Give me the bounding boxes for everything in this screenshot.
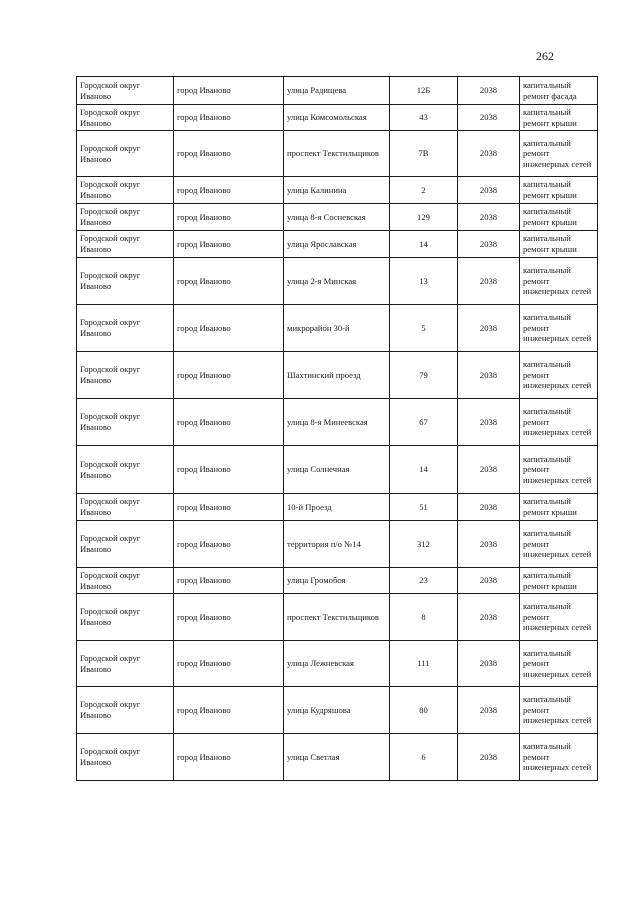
work-type-cell: капитальный ремонт фасада [520,77,598,105]
work-type-cell: капитальный ремонт крыши [520,204,598,231]
settlement-cell: город Иваново [174,231,284,258]
municipality-cell: Городской округ Иваново [77,177,174,204]
table-row [77,177,598,204]
settlement-cell: город Иваново [174,258,284,305]
year-cell: 2038 [458,594,520,641]
municipality-cell: Городской округ Иваново [77,352,174,399]
settlement-cell: город Иваново [174,568,284,594]
work-type-cell: капитальный ремонт инженерных сетей [520,521,598,568]
municipality-cell: Городской округ Иваново [77,641,174,687]
settlement-cell: город Иваново [174,734,284,781]
house-number-cell: 8 [390,594,458,641]
municipality-cell: Городской округ Иваново [77,204,174,231]
work-type-cell: капитальный ремонт крыши [520,105,598,131]
street-cell: территория п/о №14 [284,521,390,568]
year-cell: 2038 [458,641,520,687]
table-row [77,446,598,494]
work-type-cell: капитальный ремонт инженерных сетей [520,305,598,352]
municipality-cell: Городской округ Иваново [77,446,174,494]
street-cell: 10-й Проезд [284,494,390,521]
work-type-cell: капитальный ремонт крыши [520,568,598,594]
municipality-cell: Городской округ Иваново [77,105,174,131]
table-row [77,105,598,131]
year-cell: 2038 [458,131,520,177]
house-number-cell: 67 [390,399,458,446]
street-cell: улица Комсомольская [284,105,390,131]
municipality-cell: Городской округ Иваново [77,521,174,568]
street-cell: улица Громобоя [284,568,390,594]
house-number-cell: 129 [390,204,458,231]
municipality-cell: Городской округ Иваново [77,305,174,352]
street-cell: проспект Текстильщиков [284,131,390,177]
work-type-cell: капитальный ремонт инженерных сетей [520,352,598,399]
settlement-cell: город Иваново [174,594,284,641]
settlement-cell: город Иваново [174,204,284,231]
house-number-cell: 2 [390,177,458,204]
house-number-cell: 51 [390,494,458,521]
street-cell: Шахтинский проезд [284,352,390,399]
municipality-cell: Городской округ Иваново [77,131,174,177]
year-cell: 2038 [458,177,520,204]
house-number-cell: 80 [390,687,458,734]
municipality-cell: Городской округ Иваново [77,734,174,781]
house-number-cell: 7В [390,131,458,177]
street-cell: улица 8-я Сосневская [284,204,390,231]
street-cell: улица 2-я Минская [284,258,390,305]
settlement-cell: город Иваново [174,687,284,734]
year-cell: 2038 [458,521,520,568]
municipality-cell: Городской округ Иваново [77,594,174,641]
settlement-cell: город Иваново [174,131,284,177]
table-row [77,568,598,594]
year-cell: 2038 [458,305,520,352]
year-cell: 2038 [458,687,520,734]
table-row [77,399,598,446]
year-cell: 2038 [458,494,520,521]
settlement-cell: город Иваново [174,352,284,399]
settlement-cell: город Иваново [174,77,284,105]
street-cell: микрорайон 30-й [284,305,390,352]
settlement-cell: город Иваново [174,305,284,352]
work-type-cell: капитальный ремонт инженерных сетей [520,594,598,641]
work-type-cell: капитальный ремонт крыши [520,177,598,204]
settlement-cell: город Иваново [174,105,284,131]
year-cell: 2038 [458,258,520,305]
municipality-cell: Городской округ Иваново [77,231,174,258]
table-row [77,131,598,177]
house-number-cell: 23 [390,568,458,594]
table-row [77,521,598,568]
municipality-cell: Городской округ Иваново [77,399,174,446]
year-cell: 2038 [458,568,520,594]
table-row [77,258,598,305]
street-cell: улица Ярославская [284,231,390,258]
page-number: 262 [536,49,554,63]
house-number-cell: 5 [390,305,458,352]
settlement-cell: город Иваново [174,494,284,521]
year-cell: 2038 [458,352,520,399]
house-number-cell: 79 [390,352,458,399]
table-row [77,231,598,258]
house-number-cell: 312 [390,521,458,568]
house-number-cell: 14 [390,231,458,258]
table-body [77,77,598,781]
table-row [77,305,598,352]
municipality-cell: Городской округ Иваново [77,687,174,734]
street-cell: улица Солнечная [284,446,390,494]
table-row [77,77,598,105]
street-cell: улица 8-я Минеевская [284,399,390,446]
municipality-cell: Городской округ Иваново [77,258,174,305]
street-cell: улица Светлая [284,734,390,781]
year-cell: 2038 [458,399,520,446]
table-row [77,734,598,781]
house-number-cell: 14 [390,446,458,494]
street-cell: улица Калинина [284,177,390,204]
municipality-cell: Городской округ Иваново [77,494,174,521]
street-cell: улица Кудряшова [284,687,390,734]
settlement-cell: город Иваново [174,641,284,687]
house-number-cell: 43 [390,105,458,131]
table-row [77,687,598,734]
year-cell: 2038 [458,204,520,231]
work-type-cell: капитальный ремонт крыши [520,231,598,258]
table-row [77,641,598,687]
work-type-cell: капитальный ремонт инженерных сетей [520,399,598,446]
work-type-cell: капитальный ремонт инженерных сетей [520,641,598,687]
settlement-cell: город Иваново [174,177,284,204]
street-cell: проспект Текстильщиков [284,594,390,641]
house-number-cell: 12Б [390,77,458,105]
work-type-cell: капитальный ремонт крыши [520,494,598,521]
house-number-cell: 111 [390,641,458,687]
table-row [77,494,598,521]
settlement-cell: город Иваново [174,399,284,446]
work-type-cell: капитальный ремонт инженерных сетей [520,131,598,177]
work-type-cell: капитальный ремонт инженерных сетей [520,258,598,305]
house-number-cell: 13 [390,258,458,305]
work-type-cell: капитальный ремонт инженерных сетей [520,734,598,781]
work-type-cell: капитальный ремонт инженерных сетей [520,687,598,734]
house-number-cell: 6 [390,734,458,781]
settlement-cell: город Иваново [174,446,284,494]
year-cell: 2038 [458,77,520,105]
year-cell: 2038 [458,231,520,258]
table-row [77,352,598,399]
year-cell: 2038 [458,446,520,494]
street-cell: улица Лежневская [284,641,390,687]
table-row [77,204,598,231]
settlement-cell: город Иваново [174,521,284,568]
street-cell: улица Радищева [284,77,390,105]
year-cell: 2038 [458,734,520,781]
municipality-cell: Городской округ Иваново [77,77,174,105]
repair-schedule-table [76,76,598,781]
table-row [77,594,598,641]
work-type-cell: капитальный ремонт инженерных сетей [520,446,598,494]
municipality-cell: Городской округ Иваново [77,568,174,594]
year-cell: 2038 [458,105,520,131]
